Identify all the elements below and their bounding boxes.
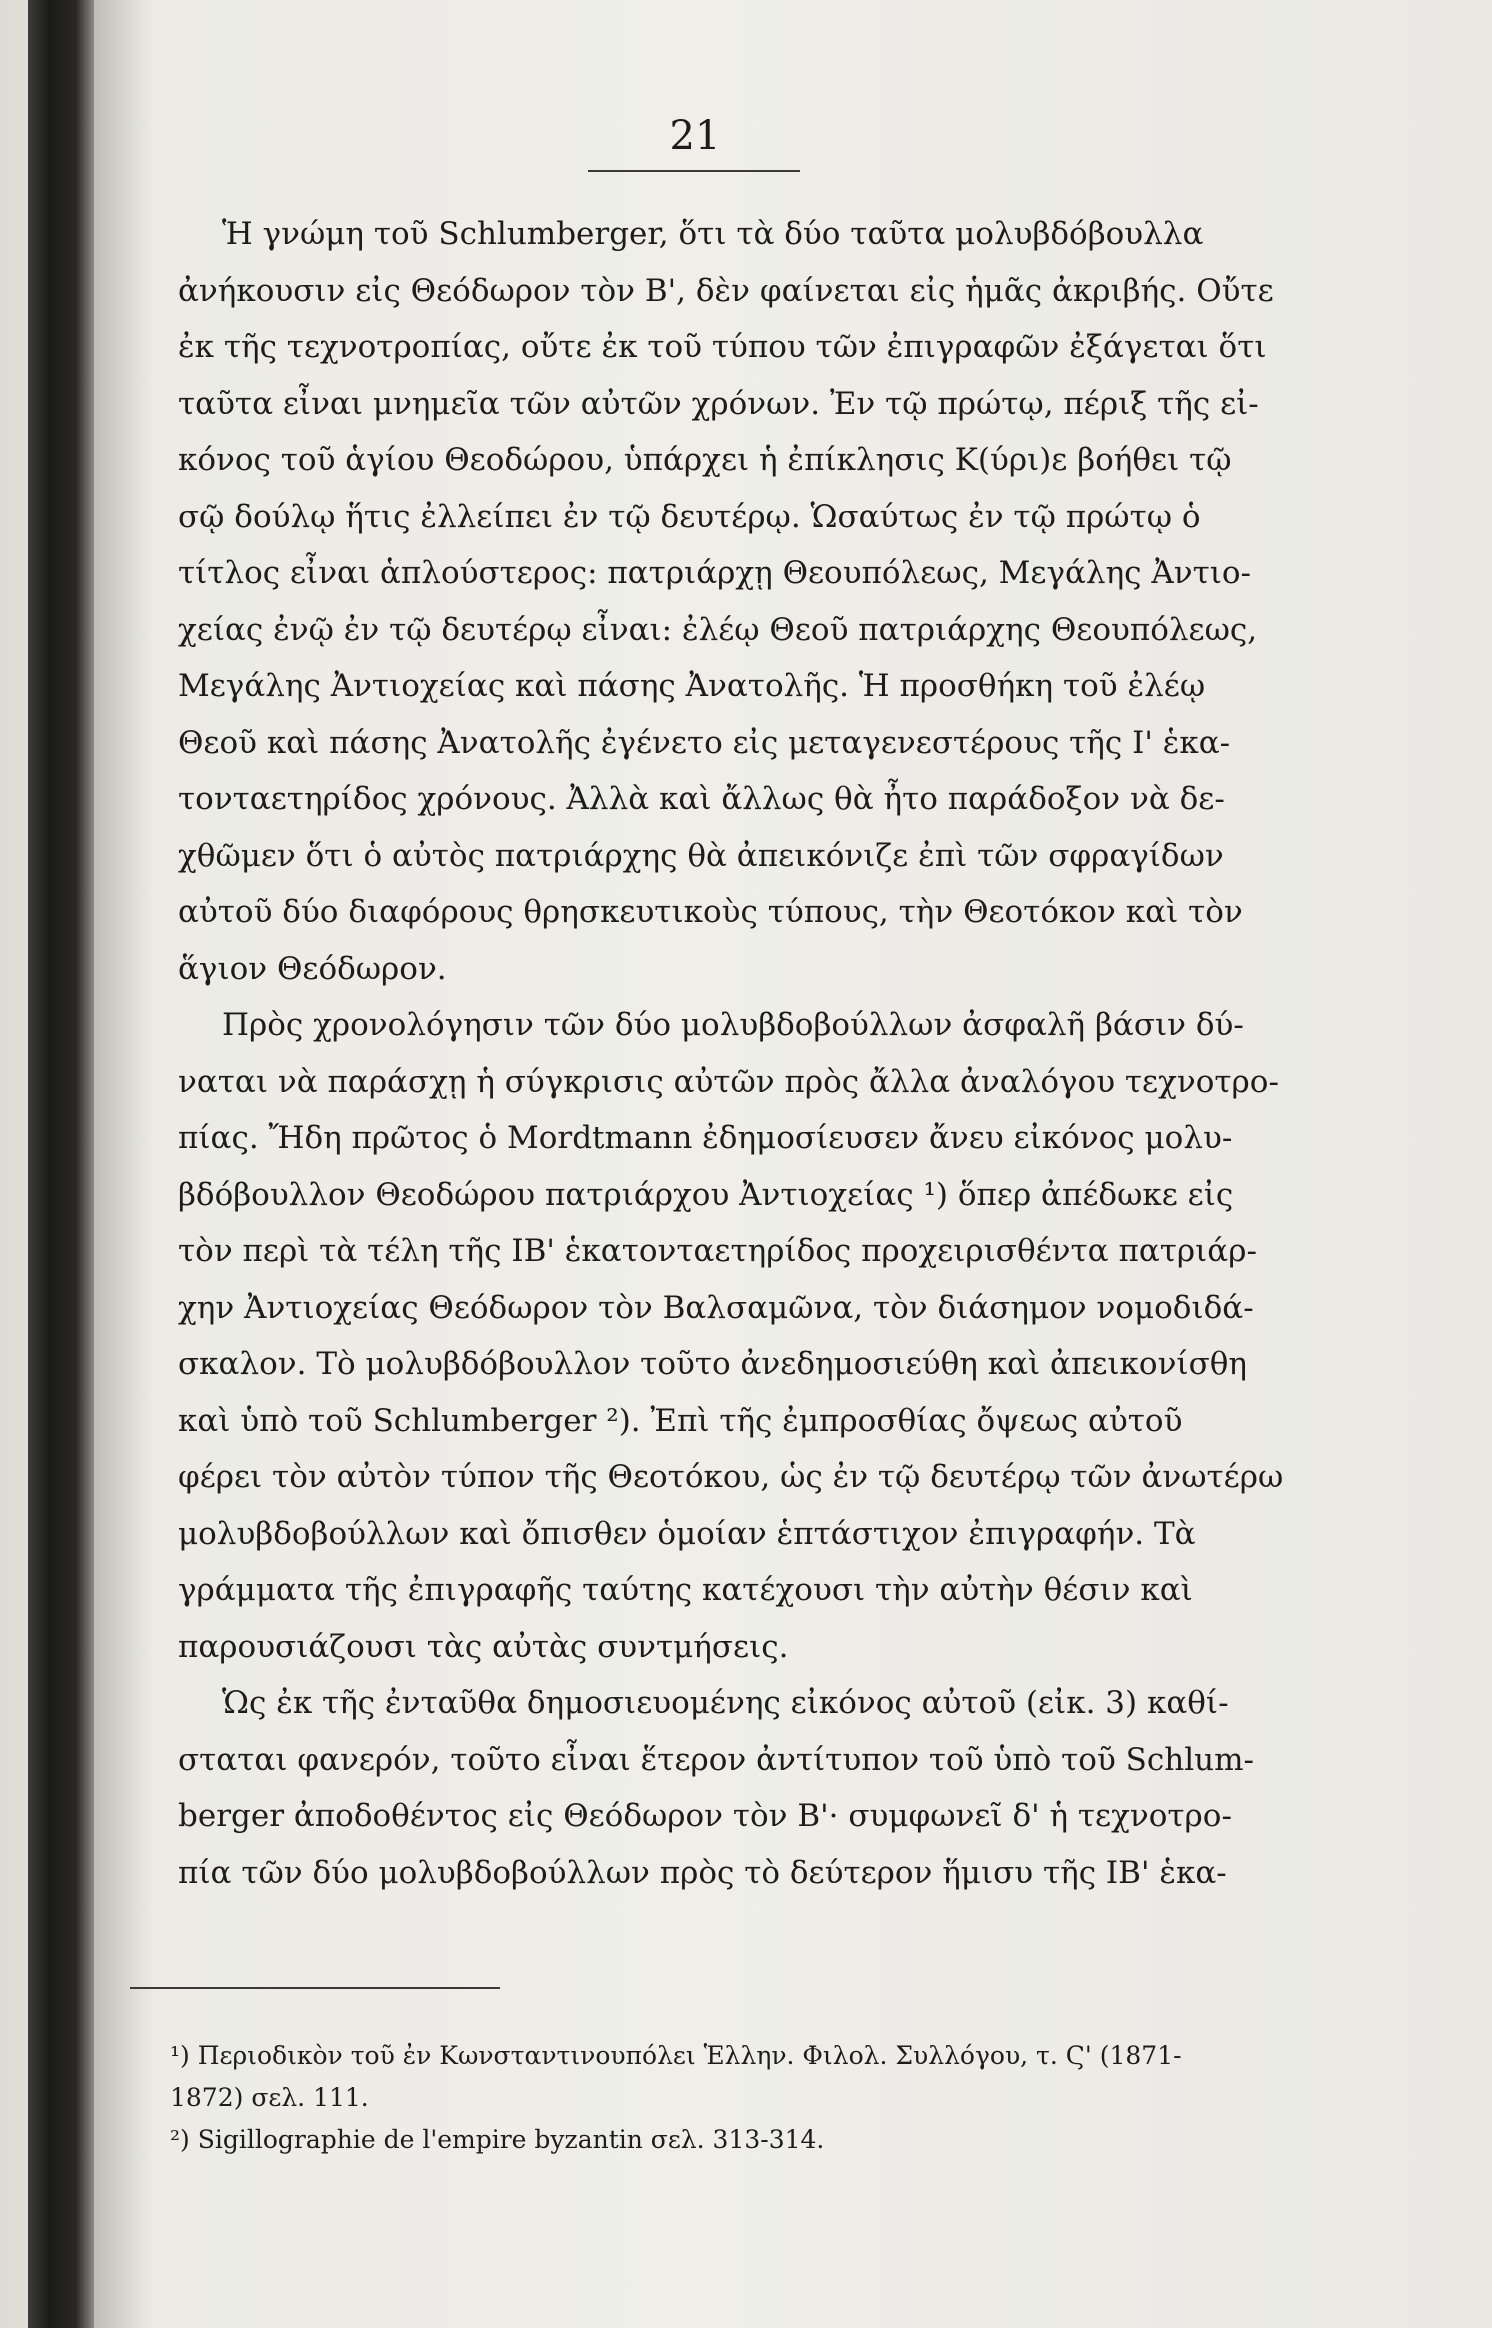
text-line: πίας. Ἤδη πρῶτος ὁ Mordtmann ἐδημοσίευσεν ἄνευ εἰκόνος μολυ- — [178, 1120, 1233, 1156]
text-line: χθῶμεν ὅτι ὁ αὐτὸς πατριάρχης θὰ ἀπεικόνιζε ἐπὶ τῶν σφραγίδων — [178, 837, 1224, 874]
text-line: μολυβδοβούλλων καὶ ὄπισθεν ὁμοίαν ἑπτάστιχον ἐπιγραφήν. Τὰ — [178, 1515, 1196, 1552]
text-line: χην Ἀντιοχείας Θεόδωρον τὸν Βαλσαμῶνα, τὸν διάσημον νομοδιδά- — [178, 1289, 1254, 1326]
text-line: παρουσιάζουσι τὰς αὐτὰς συντμήσεις. — [178, 1628, 789, 1665]
text-line: κόνος τοῦ ἁγίου Θεοδώρου, ὑπάρχει ἡ ἐπίκλησις Κ(ύρι)ε βοήθει τῷ — [178, 442, 1232, 478]
header-rule — [588, 170, 800, 172]
text-line: ἀνήκουσιν εἰς Θεόδωρον τὸν Β', δὲν φαίνεται εἰς ἡμᾶς ἀκριβής. Οὔτε — [178, 272, 1274, 309]
text-line: πία τῶν δύο μολυβδοβούλλων πρὸς τὸ δεύτερον ἥμισυ τῆς ΙΒ' ἑκα- — [178, 1854, 1227, 1891]
text-line: χείας ἐνῷ ἐν τῷ δευτέρῳ εἶναι: ἐλέῳ Θεοῦ πατριάρχης Θεουπόλεως, — [178, 611, 1258, 648]
footnote-rule — [130, 1987, 500, 1989]
text-line: αὐτοῦ δύο διαφόρους θρησκευτικοὺς τύπους, τὴν Θεοτόκον καὶ τὸν — [178, 894, 1243, 930]
footnotes — [170, 2035, 1300, 2161]
book-binding — [28, 0, 94, 2328]
text-line: σῷ δούλῳ ἥτις ἐλλείπει ἐν τῷ δευτέρῳ. Ὡσαύτως ἐν τῷ πρώτῳ ὁ — [178, 498, 1201, 535]
text-line: γράμματα τῆς ἐπιγραφῆς ταύτης κατέχουσι τὴν αὐτὴν θέσιν καὶ — [178, 1572, 1193, 1608]
footnote-line: ¹) Περιοδικὸν τοῦ ἐν Κωνσταντινουπόλει Ἑλλην. Φιλολ. Συλλόγου, τ. Ϛ' (1871- — [170, 2041, 1182, 2070]
page-number: 21 — [669, 113, 721, 159]
text-line: berger ἀποδοθέντος εἰς Θεόδωρον τὸν Β'· συμφωνεῖ δ' ἡ τεχνοτρο- — [178, 1798, 1232, 1834]
text-line: τονταετηρίδος χρόνους. Ἀλλὰ καὶ ἄλλως θὰ ἦτο παράδοξον νὰ δε- — [178, 781, 1225, 817]
footnote-line: 1872) σελ. 111. — [170, 2083, 369, 2112]
text-line: βδόβουλλον Θεοδώρου πατριάρχου Ἀντιοχείας ¹) ὅπερ ἀπέδωκε εἰς — [178, 1176, 1234, 1213]
text-line: καὶ ὑπὸ τοῦ Schlumberger ²). Ἐπὶ τῆς ἐμπροσθίας ὄψεως αὐτοῦ — [178, 1402, 1183, 1439]
text-line: σταται φανερόν, τοῦτο εἶναι ἕτερον ἀντίτυπον τοῦ ὑπὸ τοῦ Schlum- — [178, 1741, 1254, 1778]
text-line: ταῦτα εἶναι μνημεῖα τῶν αὐτῶν χρόνων. Ἐν τῷ πρώτῳ, πέριξ τῆς εἰ- — [178, 385, 1259, 422]
text-line: Μεγάλης Ἀντιοχείας καὶ πάσης Ἀνατολῆς. Ἡ προσθήκη τοῦ ἐλέῳ — [178, 668, 1206, 704]
text-line: ναται νὰ παράσχῃ ἡ σύγκρισις αὐτῶν πρὸς ἄλλα ἀναλόγου τεχνοτρο- — [178, 1063, 1279, 1100]
text-line: ἅγιον Θεόδωρον. — [178, 950, 447, 987]
text-line: ἐκ τῆς τεχνοτροπίας, οὔτε ἐκ τοῦ τύπου τῶν ἐπιγραφῶν ἐξάγεται ὅτι — [178, 329, 1267, 365]
text-line: Ἡ γνώμη τοῦ Schlumberger, ὅτι τὰ δύο ταῦτα μολυβδόβουλλα — [222, 216, 1204, 252]
text-line: Θεοῦ καὶ πάσης Ἀνατολῆς ἐγένετο εἰς μεταγενεστέρους τῆς Ι' ἑκα- — [178, 724, 1231, 761]
body-text — [178, 206, 1298, 1901]
text-line: Πρὸς χρονολόγησιν τῶν δύο μολυβδοβούλλων ἀσφαλῆ βάσιν δύ- — [222, 1007, 1244, 1043]
text-line: τὸν περὶ τὰ τέλη τῆς ΙΒ' ἑκατονταετηρίδος προχειρισθέντα πατριάρ- — [178, 1233, 1257, 1269]
binding-shadow — [94, 0, 154, 2328]
text-line: τίτλος εἶναι ἁπλούστερος: πατριάρχῃ Θεουπόλεως, Μεγάλης Ἀντιο- — [178, 555, 1252, 591]
text-line: φέρει τὸν αὐτὸν τύπον τῆς Θεοτόκου, ὡς ἐν τῷ δευτέρῳ τῶν ἀνωτέρω — [178, 1459, 1284, 1495]
text-line: Ὡς ἐκ τῆς ἐνταῦθα δημοσιευομένης εἰκόνος αὐτοῦ (εἰκ. 3) καθί- — [222, 1685, 1229, 1721]
footnote-line: ²) Sigillographie de l'empire byzantin σελ. 313-314. — [170, 2125, 825, 2154]
text-line: σκαλον. Τὸ μολυβδόβουλλον τοῦτο ἀνεδημοσιεύθη καὶ ἀπεικονίσθη — [178, 1346, 1247, 1382]
